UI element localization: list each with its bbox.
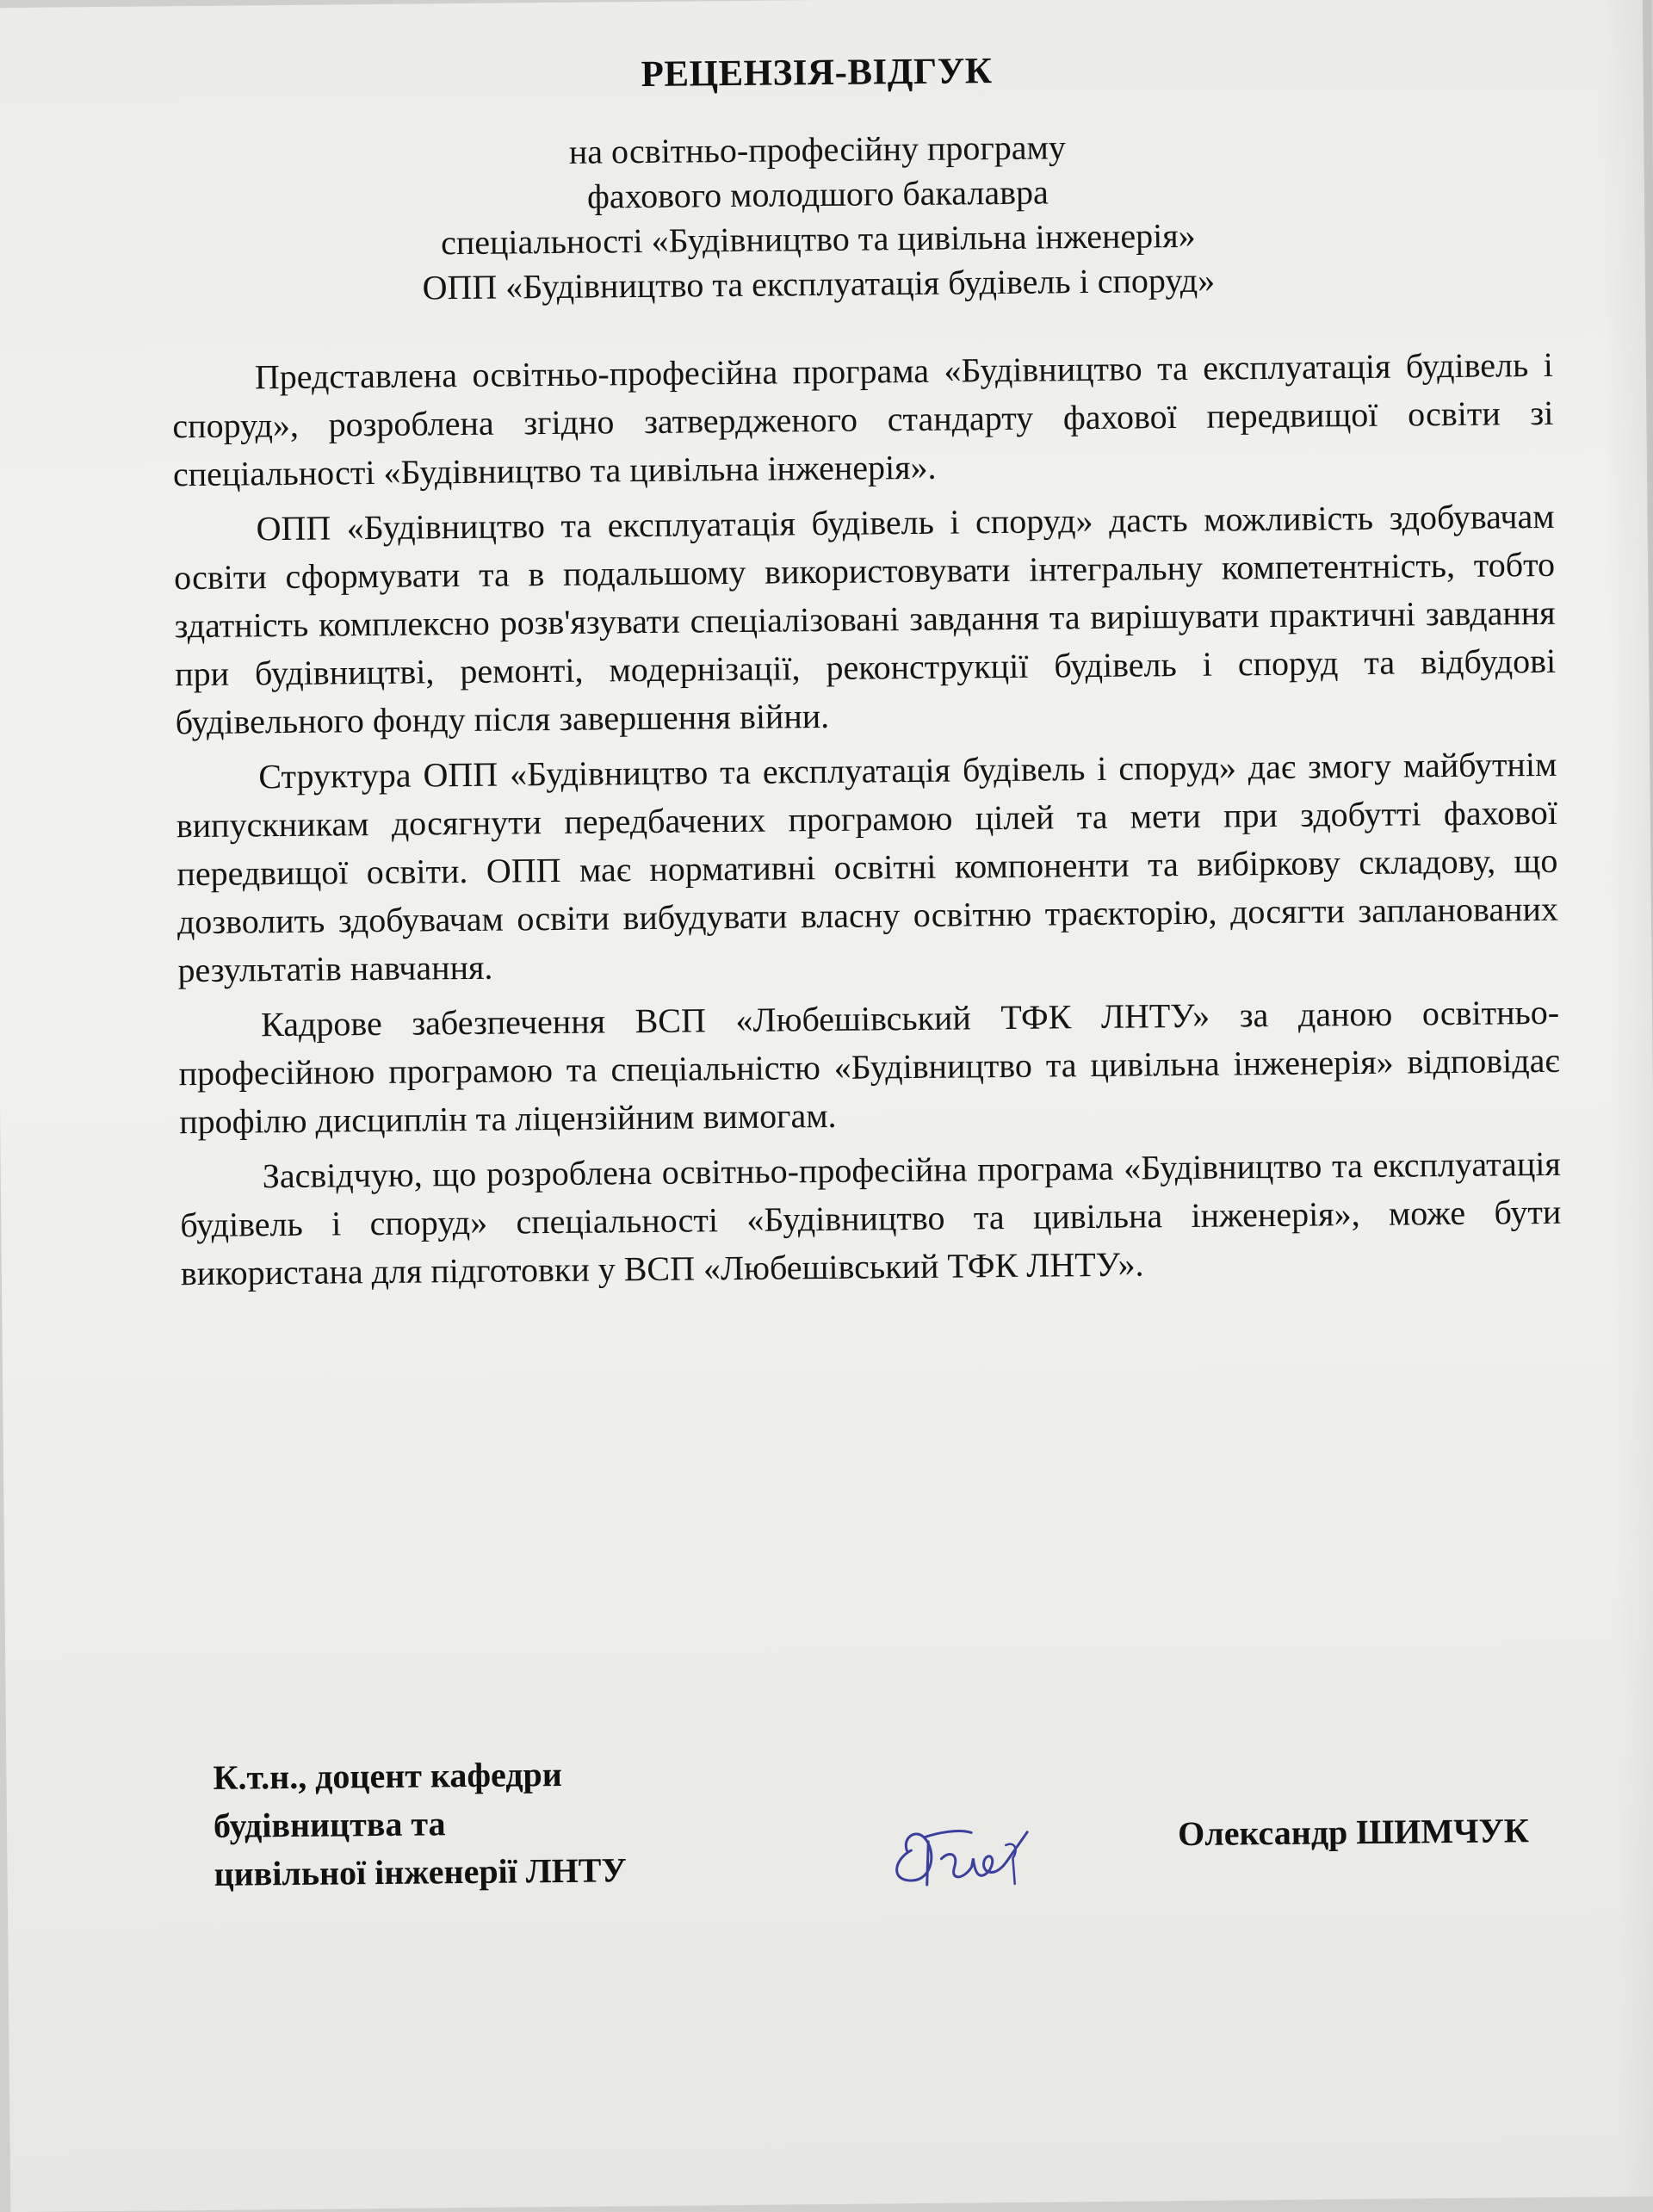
document-body	[172, 341, 1563, 1304]
position-line: К.т.н., доцент кафедри	[213, 1754, 562, 1797]
subtitle-line: на освітньо-професійну програму	[568, 127, 1067, 171]
document-title: РЕЦЕНЗІЯ-ВІДГУК	[641, 51, 993, 96]
body-paragraph: Засвідчую, що розроблена освітньо-професійна програма «Будівництво та експлуатація будівель і споруд» спеціальності «Будівництво та цивільна інженерія», може бути використана для підготовки у ВСП «Любешівський ТФК ЛНТУ».	[180, 1143, 1562, 1293]
subtitle-line: спеціальності «Будівництво та цивільна інженерія»	[440, 215, 1196, 263]
body-paragraph: Структура ОПП «Будівництво та експлуатація будівель і споруд» дає змогу майбутнім випускникам досягнути передбачених програмою цілей та мети при здобутті фахової передвищої освіти. ОПП має нормативні освітні компоненти та вибіркову складову, що дозволить здобувачам освіти вибудувати власну освітню траєкторію, досягти запланованих результатів навчання.	[176, 744, 1559, 990]
position-line: будівництва та	[213, 1804, 446, 1845]
body-paragraph: Представлена освітньо-професійна програма «Будівництво та експлуатація будівель і споруд», розроблена згідно затвердженого стандарту фахової передвищої освіти зі спеціальності «Будівництво та цивільна інженерія».	[172, 344, 1554, 494]
document-subtitle	[0, 120, 1645, 314]
position-line: цивільної інженерії ЛНТУ	[214, 1850, 627, 1893]
signatory-name: Олександр ШИМЧУК	[1177, 1811, 1530, 1854]
signatory-position	[213, 1750, 627, 1899]
subtitle-line: ОПП «Будівництво та експлуатація будівель і споруд»	[422, 260, 1216, 307]
body-paragraph: Кадрове забезпечення ВСП «Любешівський ТФК ЛНТУ» за даною освітньо-професійною програмою та спеціальністю «Будівництво та цивільна інженерія» відповідає профілю дисциплін та ліцензійним вимогам.	[178, 992, 1560, 1142]
body-paragraph: ОПП «Будівництво та експлуатація будівель і споруд» дасть можливість здобувачам освіти сформувати та в подальшому використовувати інтегральну компетентність, тобто здатність комплексно розв'язувати спеціалізовані завдання та вирішувати практичні завдання при будівництві, ремонті, модернізації, реконструкції будівель і споруд та відбудові будівельного фонду після завершення війни.	[173, 496, 1557, 742]
subtitle-line: фахового молодшого бакалавра	[586, 172, 1049, 216]
handwritten-signature	[876, 1798, 1049, 1894]
